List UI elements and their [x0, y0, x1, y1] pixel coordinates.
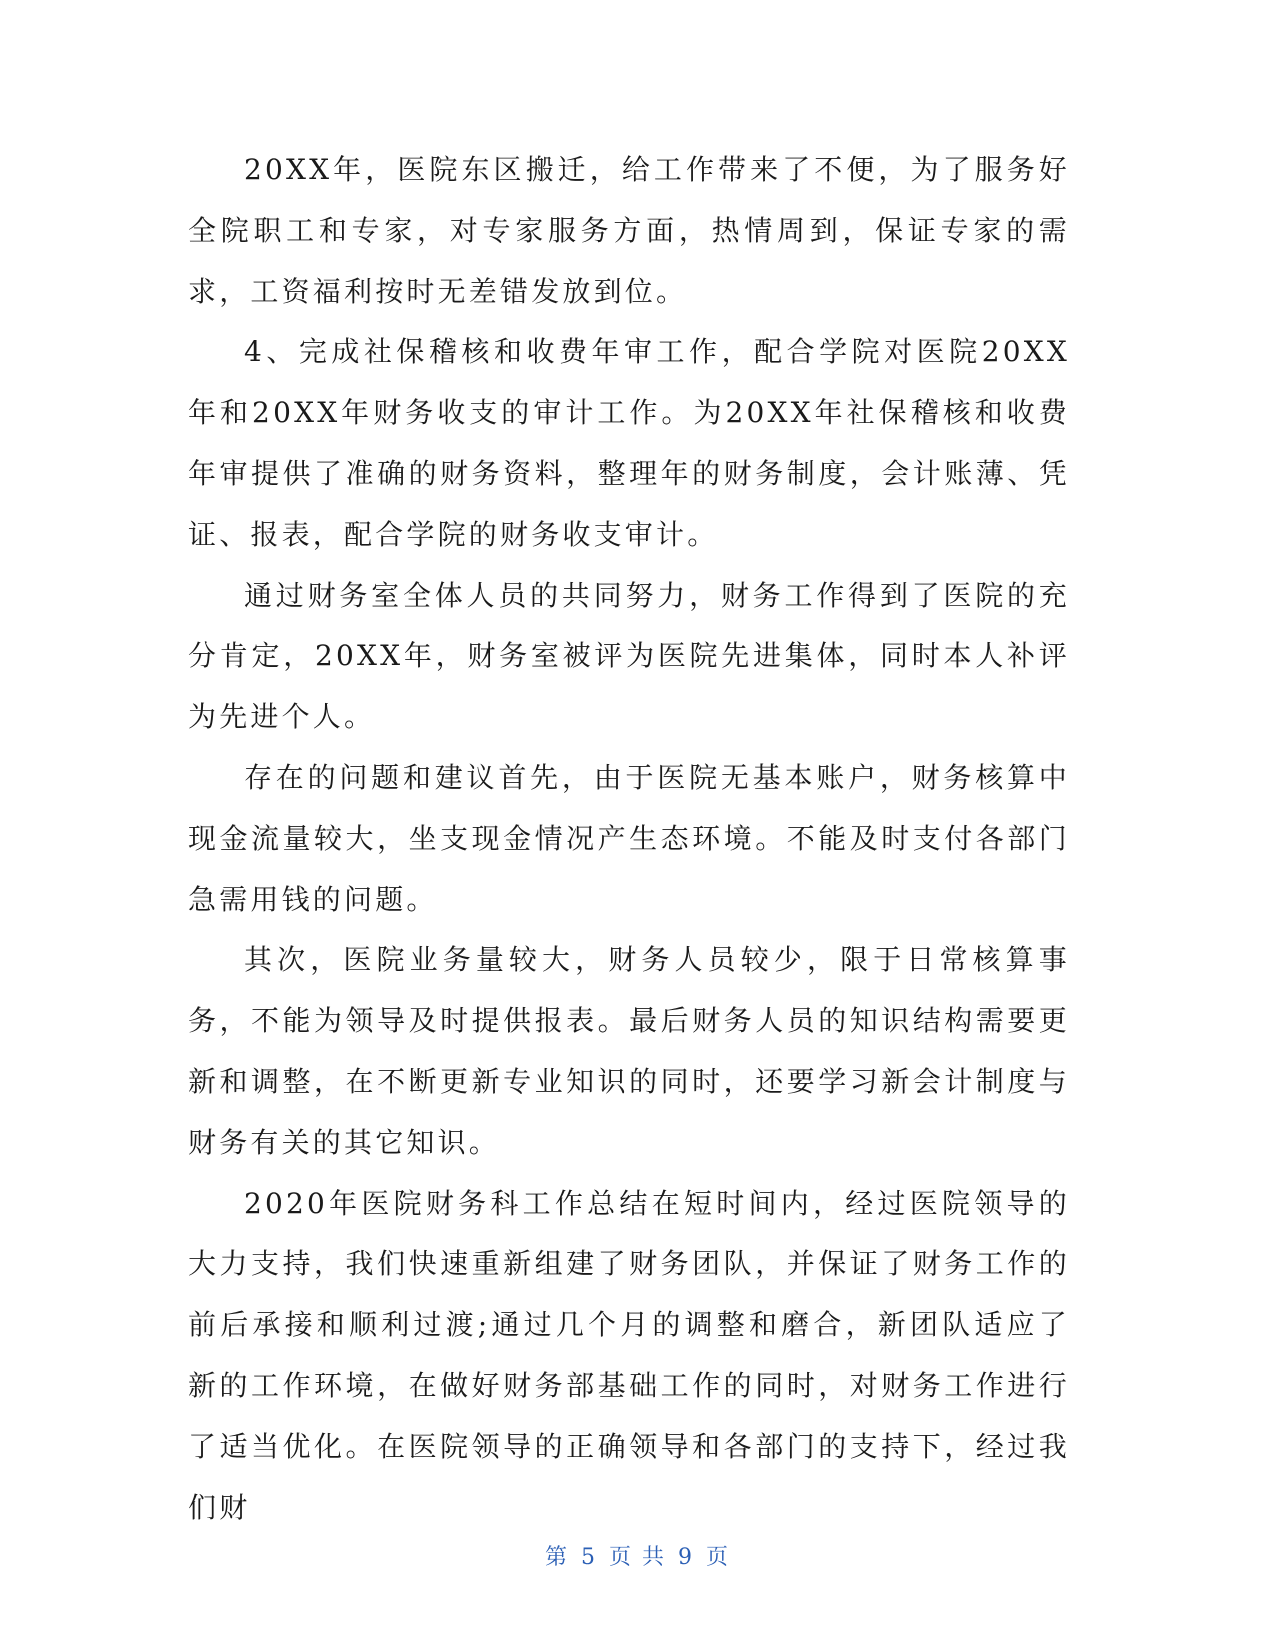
- page-middle-text: 页 共: [609, 1545, 666, 1570]
- paragraph: 2020年医院财务科工作总结在短时间内，经过医院领导的大力支持，我们快速重新组建了财务团队，并保证了财务工作的前后承接和顺利过渡;通过几个月的调整和磨合，新团队适应了新的工作环境，在做好财务部基础工作的同时，对财务工作进行了适当优化。在医院领导的正确领导和各部门的支持下，经过我们财: [188, 1186, 1070, 1524]
- page-prefix: 第: [544, 1545, 569, 1570]
- paragraph: 4、完成社保稽核和收费年审工作，配合学院对医院20XX年和20XX年财务收支的审计工作。为20XX年社保稽核和收费年审提供了准确的财务资料，整理年的财务制度，会计账薄、凭证、报表，配合学院的财务收支审计。: [188, 335, 1070, 551]
- paragraph: 其次，医院业务量较大，财务人员较少，限于日常核算事务，不能为领导及时提供报表。最后财务人员的知识结构需要更新和调整，在不断更新专业知识的同时，还要学习新会计制度与财务有关的其它知识。: [188, 943, 1070, 1159]
- current-page-number: 5: [581, 1545, 597, 1570]
- page-suffix: 页: [706, 1545, 731, 1570]
- page-number-footer: [0, 1540, 1275, 1571]
- document-body: [188, 140, 1070, 1538]
- paragraph: 20XX年，医院东区搬迁，给工作带来了不便，为了服务好全院职工和专家，对专家服务方面，热情周到，保证专家的需求，工资福利按时无差错发放到位。: [188, 153, 1070, 308]
- total-page-count: 9: [678, 1545, 694, 1570]
- paragraph: 存在的问题和建议首先，由于医院无基本账户，财务核算中现金流量较大，坐支现金情况产生态环境。不能及时支付各部门急需用钱的问题。: [188, 760, 1070, 916]
- paragraph: 通过财务室全体人员的共同努力，财务工作得到了医院的充分肯定，20XX年，财务室被评为医院先进集体，同时本人补评为先进个人。: [188, 578, 1070, 734]
